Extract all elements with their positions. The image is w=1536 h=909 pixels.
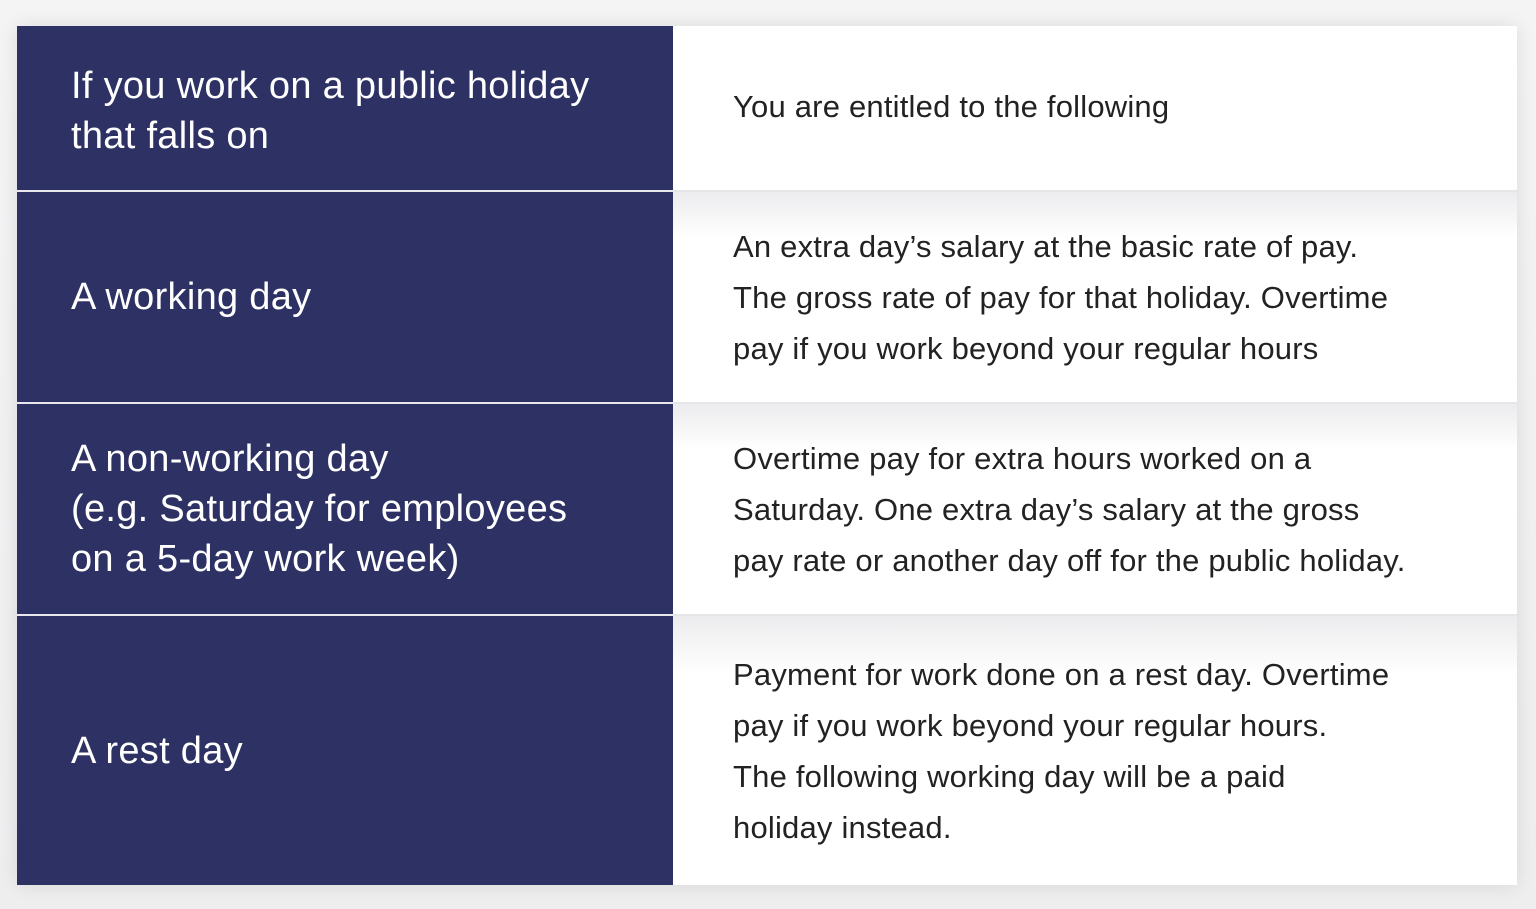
table-header-condition	[17, 26, 673, 192]
entitlement-text: Payment for work done on a rest day. Overtime pay if you work beyond your regular hours. The following working day will be a paid holiday instead.	[733, 656, 1390, 845]
entitlement-text: An extra day’s salary at the basic rate of pay. The gross rate of pay for that holiday. Overtime pay if you work beyond your regular hours	[733, 228, 1389, 366]
condition-text: A rest day	[71, 729, 243, 772]
row-working-day-condition	[17, 192, 673, 404]
public-holiday-entitlement-table	[17, 26, 1517, 885]
condition-text: A non-working day (e.g. Saturday for employees on a 5-day work week)	[71, 438, 568, 580]
row-non-working-day-condition	[17, 404, 673, 616]
row-working-day-entitlement	[673, 192, 1517, 404]
entitlement-text: Overtime pay for extra hours worked on a Saturday. One extra day’s salary at the gross pay rate or another day off for the public holiday.	[733, 440, 1406, 578]
table-header-entitlement	[673, 26, 1517, 192]
header-entitlement-text: You are entitled to the following	[733, 88, 1170, 124]
header-condition-text: If you work on a public holiday that falls on	[71, 65, 590, 157]
condition-text: A working day	[71, 276, 312, 318]
row-non-working-day-entitlement	[673, 404, 1517, 616]
row-rest-day-condition	[17, 616, 673, 885]
row-rest-day-entitlement	[673, 616, 1517, 885]
